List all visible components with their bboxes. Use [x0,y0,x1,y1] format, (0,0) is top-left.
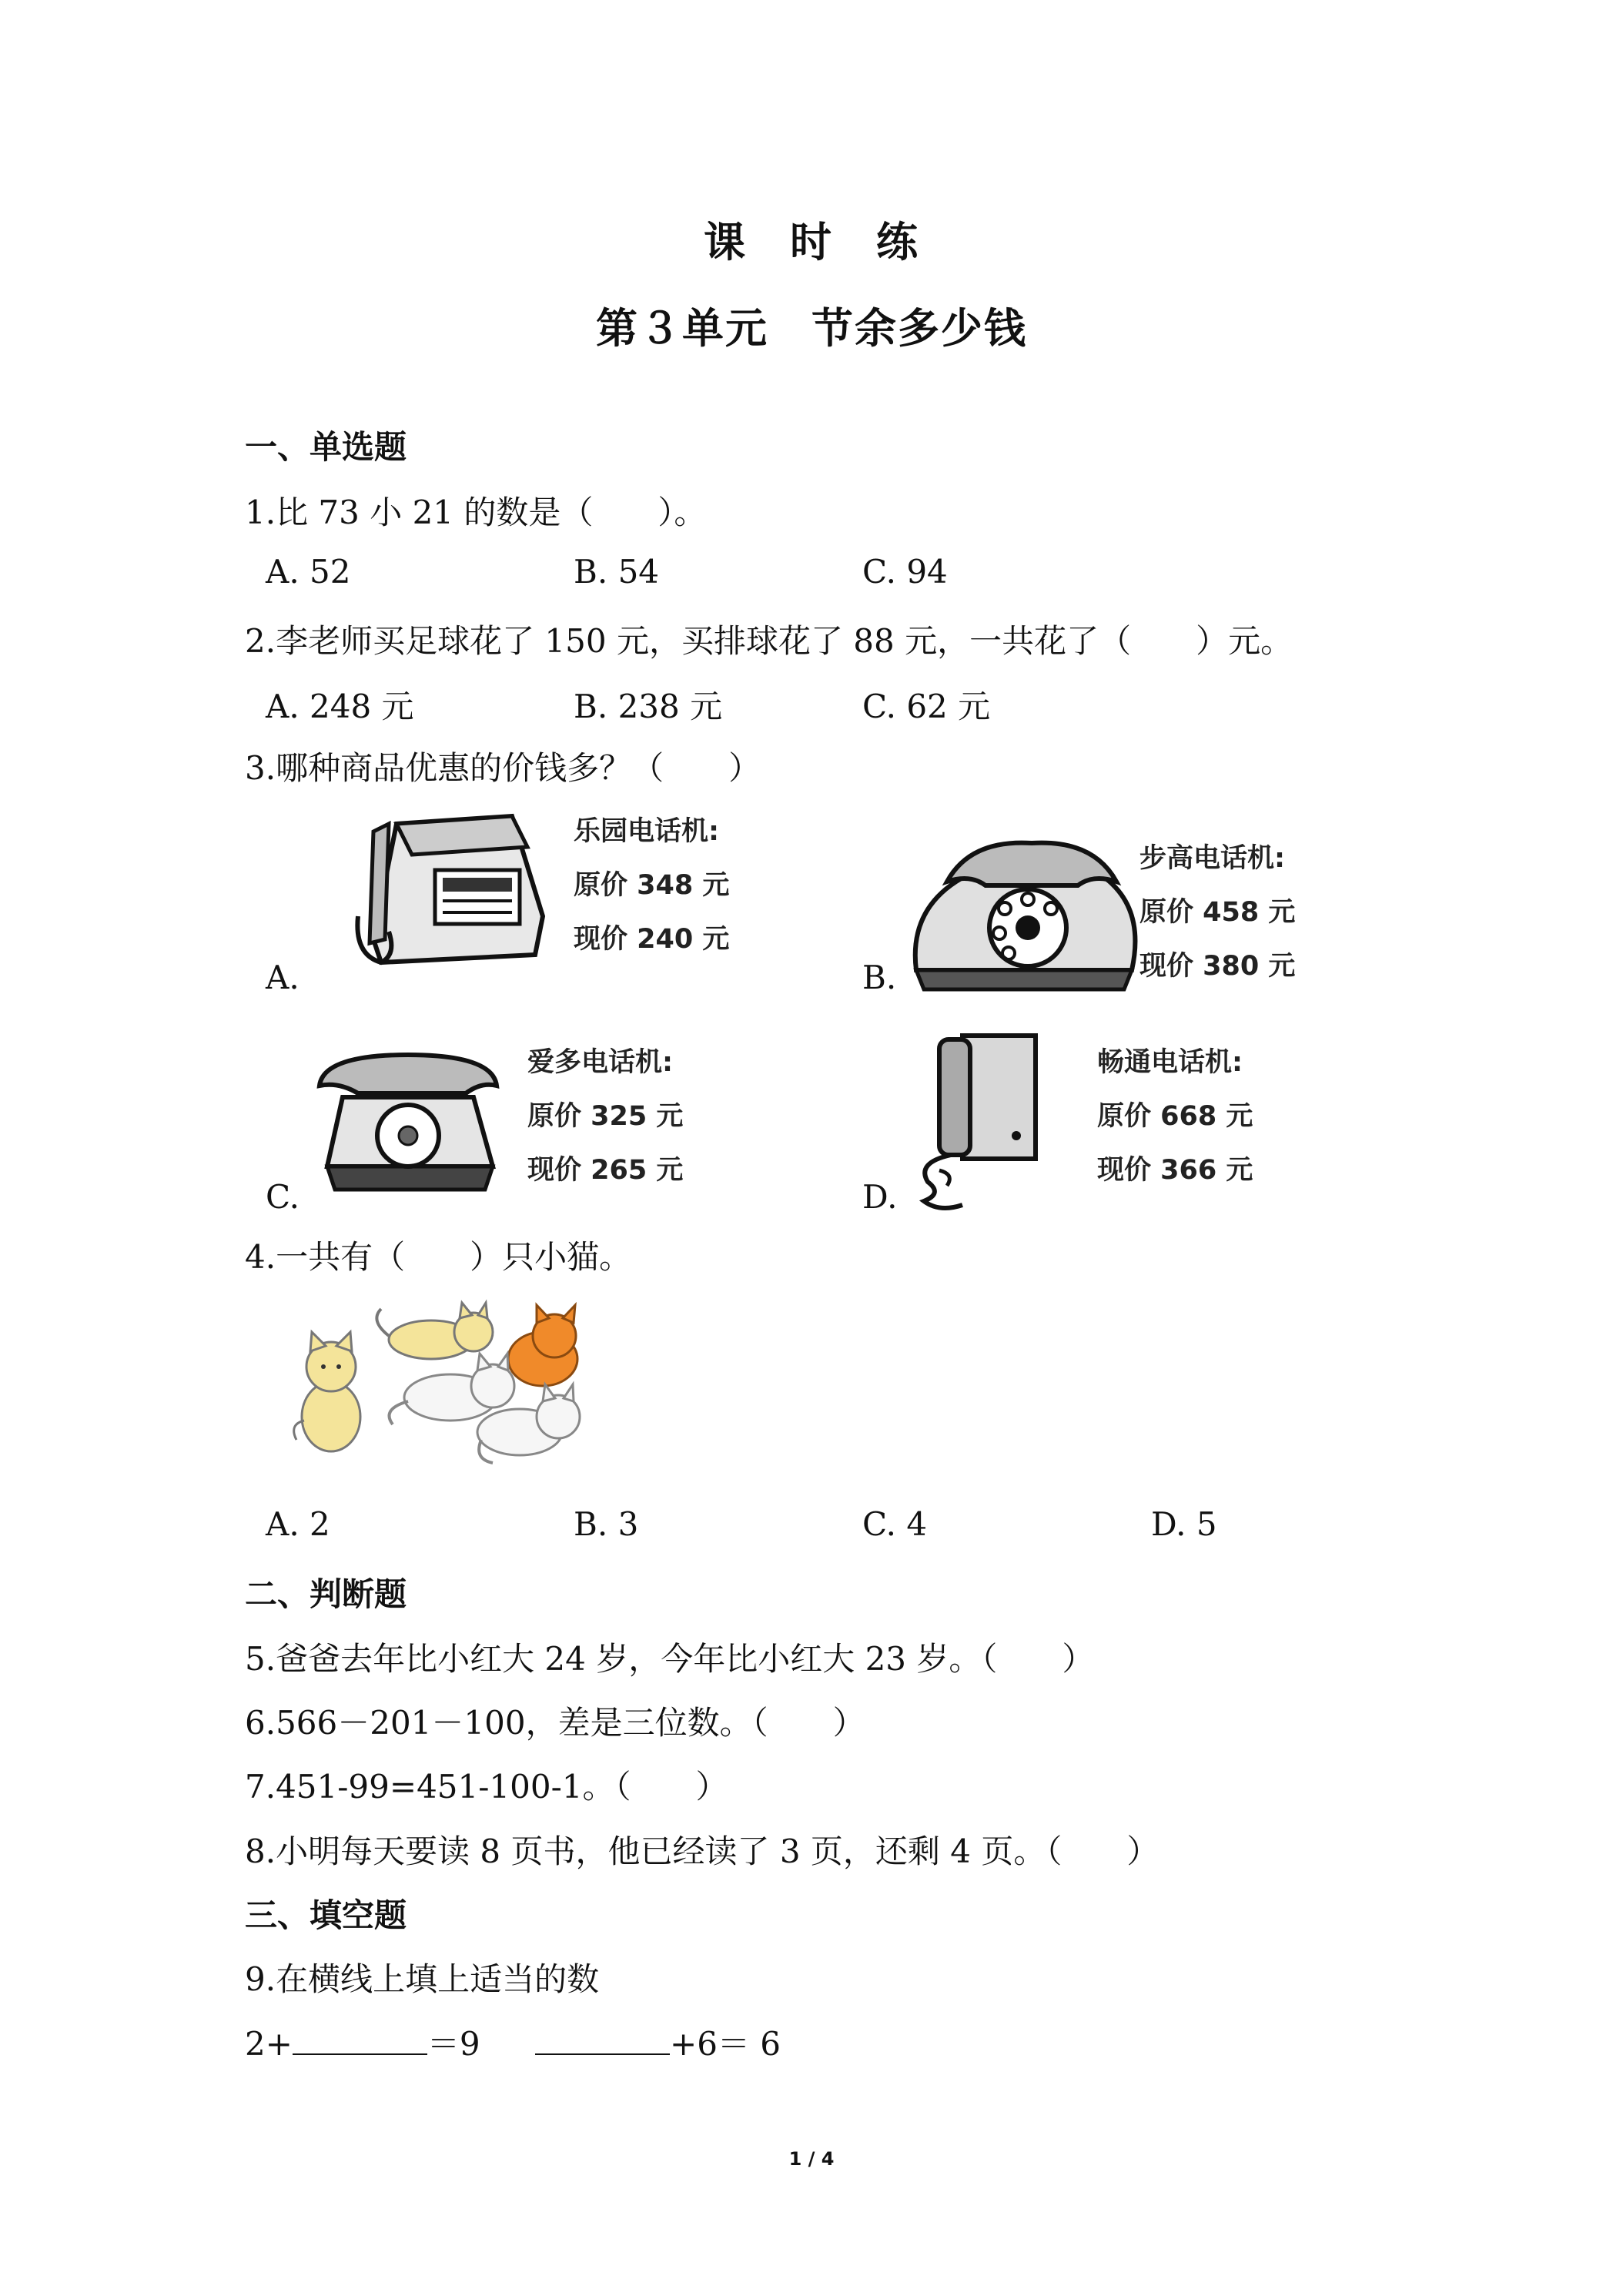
phone-c-name: 爱多电话机: [527,1047,673,1078]
q1-option-b: B. 54 [574,553,660,591]
q3-option-d-label: D. [862,1178,898,1216]
phone-c-current-price: 现价 265 元 [527,1155,684,1186]
orange-kitten-icon [508,1305,577,1386]
phone-b-original-price: 原价 458 元 [1139,897,1296,928]
kittens-icon [289,1301,612,1471]
q4-option-b: B. 3 [574,1505,639,1543]
q3-option-a-label: A. [266,959,300,996]
question-3: 3.哪种商品优惠的价钱多？（ ） [245,749,761,787]
phone-b-current-price: 现价 380 元 [1139,951,1296,982]
rotary-phone-icon [901,839,1155,993]
q4-option-a: A. 2 [266,1505,330,1543]
q3-option-b-label: B. [862,959,897,996]
q2-option-c: C. 62 元 [862,688,991,725]
q1-option-a: A. 52 [266,553,351,591]
question-8: 8.小明每天要读 8 页书，他已经读了 3 页，还剩 4 页。（ ） [245,1832,1160,1870]
q9-equation-2 [535,2019,781,2065]
section-heading-true-false: 二、判断题 [245,1575,407,1613]
phone-c-original-price: 原价 325 元 [527,1101,684,1132]
q2-option-a: A. 248 元 [266,688,414,725]
q2-option-b: B. 238 元 [574,688,723,725]
eq2-right: +6＝ 6 [670,2025,781,2063]
wall-phone-icon [916,1028,1047,1213]
phone-b-info [1139,832,1295,993]
page-number: 1 / 4 [788,2148,835,2170]
yellow-kitten-icon [294,1332,360,1451]
q4-option-d: D. 5 [1151,1505,1217,1543]
question-4: 4.一共有（ ）只小猫。 [245,1238,632,1276]
phone-a-original-price: 原价 348 元 [574,870,730,901]
phone-d-original-price: 原价 668 元 [1097,1101,1253,1132]
question-1: 1.比 73 小 21 的数是（ ）。 [245,494,707,531]
section-heading-single-choice: 一、单选题 [245,428,407,466]
phone-b-name: 步高电话机: [1139,843,1285,874]
phone-d-current-price: 现价 366 元 [1097,1155,1253,1186]
phone-d-info [1097,1036,1253,1197]
question-9: 9.在横线上填上适当的数 [245,1960,600,1998]
page-title: 课 时 练 [704,217,919,266]
page-subtitle: 第３单元 节余多少钱 [596,303,1027,353]
question-2: 2.李老师买足球花了 150 元，买排球花了 88 元，一共花了（ ）元。 [245,622,1293,660]
phone-a-name: 乐园电话机: [574,816,719,847]
question-5: 5.爸爸去年比小红大 24 岁，今年比小红大 23 岁。（ ） [245,1640,1095,1678]
rotary-phone-icon [312,1051,504,1197]
lying-kitten-icon [376,1303,493,1359]
eq1-right: ＝9 [427,2025,480,2063]
eq1-blank[interactable] [293,2026,427,2055]
question-6: 6.566－201－100，差是三位数。（ ） [245,1704,865,1742]
question-7: 7.451-99=451-100-1。（ ） [245,1768,728,1806]
eq1-left: 2+ [245,2025,293,2063]
phone-a-current-price: 现价 240 元 [574,924,730,955]
q1-option-c: C. 94 [862,553,948,591]
q9-equation-1 [245,2019,480,2065]
phone-d-name: 畅通电话机: [1097,1047,1243,1078]
q4-option-c: C. 4 [862,1505,928,1543]
section-heading-fill-blank: 三、填空题 [245,1896,407,1934]
q3-option-c-label: C. [266,1178,300,1216]
push-button-phone-icon [350,801,550,970]
phone-c-info [527,1036,683,1197]
eq2-blank[interactable] [535,2026,670,2055]
phone-a-info [574,805,729,966]
